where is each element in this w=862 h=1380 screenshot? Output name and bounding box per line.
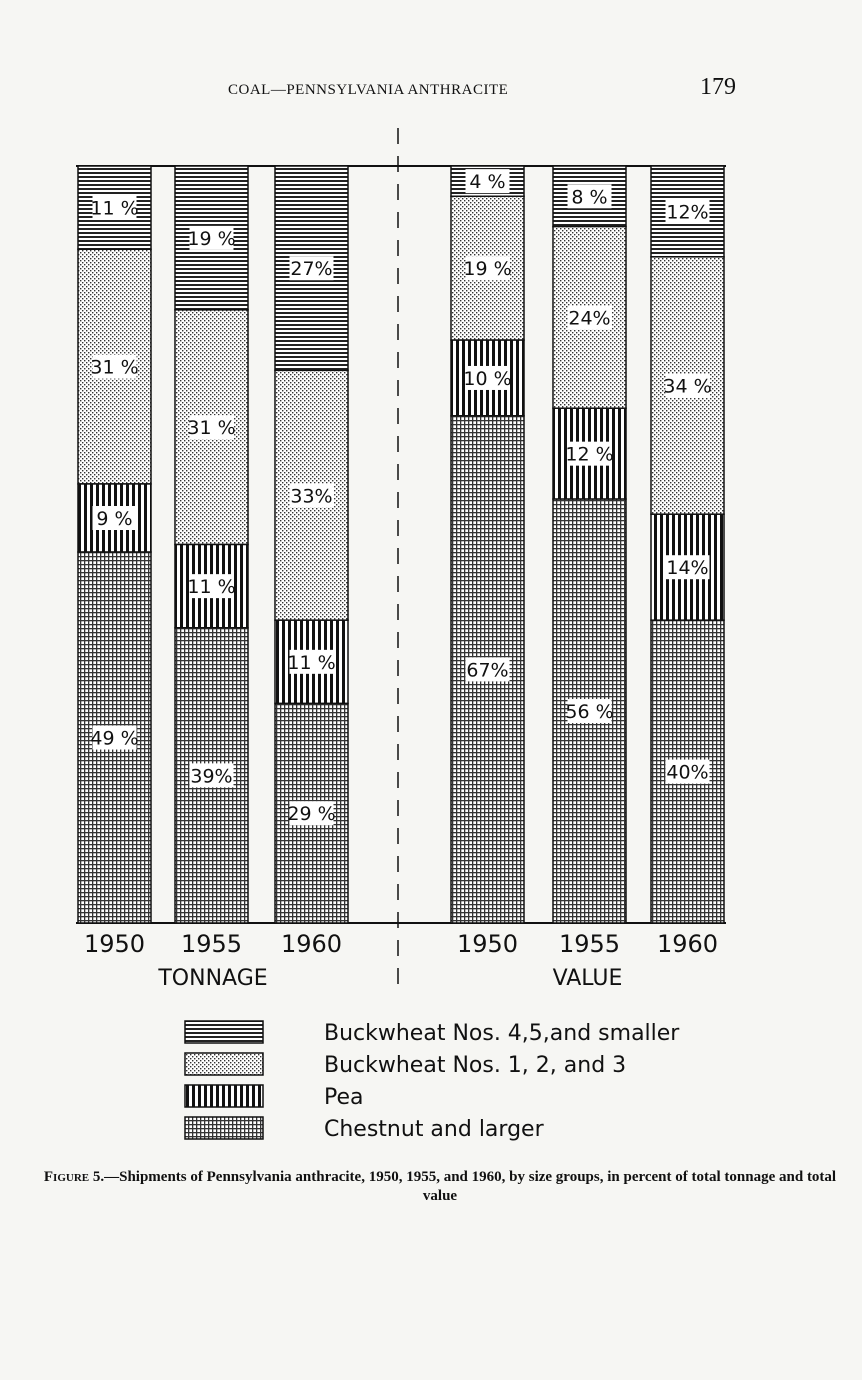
data-label-chestnut-and-larger-0: 49 % [90,727,139,750]
data-label-buckwheat-nos-4-5-and-smaller-4: 8 % [571,186,608,209]
legend-label-pea: Pea [324,1085,364,1110]
category-label-value-1955: 1955 [558,930,621,958]
data-label-buckwheat-nos-1-2-and-3-4: 24% [568,307,611,330]
data-label-chestnut-and-larger-5: 40% [666,761,709,784]
category-label-value-1950: 1950 [456,930,519,958]
data-label-chestnut-and-larger-3: 67% [466,659,509,682]
data-label-pea-2: 11 % [287,651,336,674]
data-label-pea-0: 9 % [96,508,133,531]
data-label-buckwheat-nos-1-2-and-3-1: 31 % [187,417,236,440]
data-label-buckwheat-nos-1-2-and-3-5: 34 % [663,375,712,398]
figure-caption [40,1168,840,1206]
legend-swatch-buckwheat-nos-1-2-and-3 [185,1053,263,1075]
group-label-value: VALUE [552,966,623,991]
data-label-pea-1: 11 % [187,576,236,599]
figure-label: Figure 5. [43,1169,105,1185]
category-label-tonnage-1950: 1950 [83,930,146,958]
data-label-chestnut-and-larger-4: 56 % [565,701,614,724]
legend [185,1021,680,1142]
axis-labels-layer [84,930,718,991]
data-label-buckwheat-nos-4-5-and-smaller-0: 11 % [90,197,139,220]
legend-swatch-buckwheat-nos-4-5-and-smaller [185,1021,263,1043]
legend-label-chestnut-and-larger: Chestnut and larger [324,1117,544,1142]
page-number: 179 [700,74,736,100]
caption-text: —Shipments of Pennsylvania anthracite, 1950, 1955, and 1960, by size groups, in percent of total tonnage and total value [104,1169,837,1204]
data-label-pea-4: 12 % [565,443,614,466]
data-label-buckwheat-nos-4-5-and-smaller-5: 12% [666,201,709,224]
legend-label-buckwheat-nos-4-5-and-smaller: Buckwheat Nos. 4,5,and smaller [324,1021,680,1046]
legend-swatch-pea [185,1085,263,1107]
category-label-tonnage-1960: 1960 [280,930,343,958]
data-label-pea-5: 14% [666,557,709,580]
data-label-chestnut-and-larger-2: 29 % [287,803,336,826]
legend-swatch-chestnut-and-larger [185,1117,263,1139]
running-head: COAL—PENNSYLVANIA ANTHRACITE [228,82,509,98]
group-label-tonnage: TONNAGE [158,966,268,991]
data-label-buckwheat-nos-1-2-and-3-0: 31 % [90,356,139,379]
data-label-buckwheat-nos-4-5-and-smaller-2: 27% [290,258,333,281]
data-label-buckwheat-nos-1-2-and-3-2: 33% [290,485,333,508]
category-label-value-1960: 1960 [656,930,719,958]
data-label-buckwheat-nos-4-5-and-smaller-3: 4 % [469,171,506,194]
data-label-buckwheat-nos-1-2-and-3-3: 19 % [463,258,512,281]
data-label-pea-3: 10 % [463,367,512,390]
category-label-tonnage-1955: 1955 [180,930,243,958]
data-label-chestnut-and-larger-1: 39% [190,765,233,788]
bars-layer [78,166,724,923]
legend-label-buckwheat-nos-1-2-and-3: Buckwheat Nos. 1, 2, and 3 [324,1053,627,1078]
data-label-buckwheat-nos-4-5-and-smaller-1: 19 % [187,227,236,250]
chart-frame [76,128,726,995]
